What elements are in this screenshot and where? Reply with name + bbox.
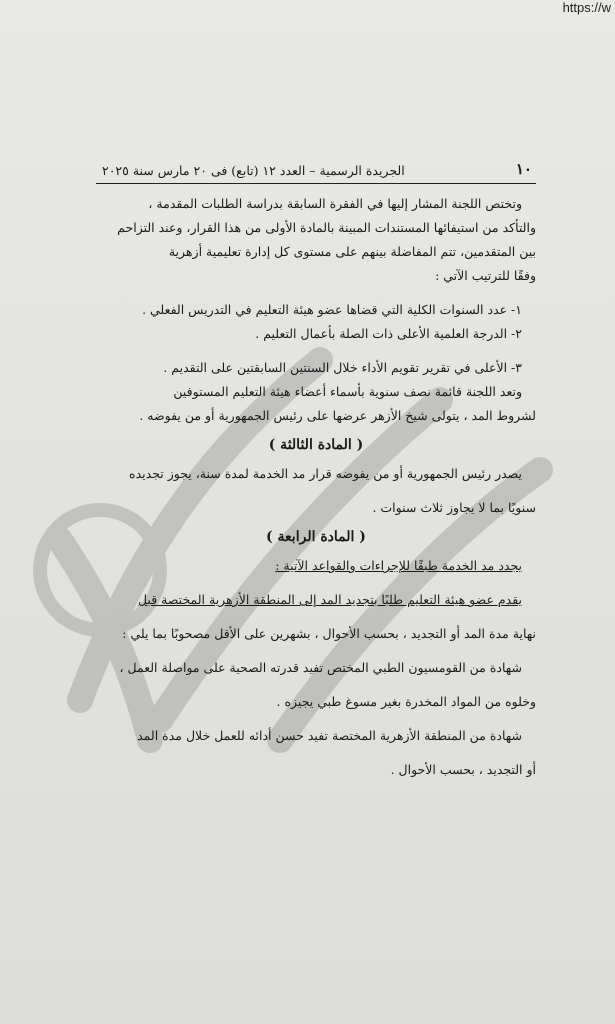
paragraph-line: يجدد مد الخدمة طبقًا للإجراءات والقواعد الآتية : — [275, 558, 522, 573]
article-3-title: ( المادة الثالثة ) — [268, 437, 364, 453]
paragraph-line: وتعد اللجنة قائمة نصف سنوية بأسماء أعضاء هيئة التعليم المستوفين — [173, 384, 522, 399]
document-body — [96, 160, 536, 782]
page-number: ١٠ — [515, 160, 532, 178]
list-item: ٣- الأعلى في تقرير تقويم الأداء خلال السنتين السابقتين على التقديم . — [163, 360, 522, 375]
paragraph-line: شهادة من المنطقة الأزهرية المختصة تفيد حسن أدائه للعمل خلال مدة المد — [137, 728, 522, 743]
paragraph-line: أو التجديد ، بحسب الأحوال . — [390, 762, 536, 777]
article-4-title: ( المادة الرابعة ) — [266, 529, 366, 545]
paragraph-line: نهاية مدة المد أو التجديد ، بحسب الأحوال ، بشهرين على الأقل مصحوبًا بما يلي : — [122, 626, 536, 641]
paragraph-line: والتأكد من استيفائها المستندات المبينة بالمادة الأولى من هذا القرار، وعند التزاحم — [117, 220, 536, 235]
paragraph-line: يقدم عضو هيئة التعليم طلبًا بتجديد المد إلى المنطقة الأزهرية المختصة قبل — [137, 592, 522, 607]
paragraph-line: بين المتقدمين، تتم المفاضلة بينهم على مستوى كل إدارة تعليمية أزهرية — [168, 244, 536, 259]
paragraph-line: شهادة من القومسيون الطبي المختص تفيد قدرته الصحية على مواصلة العمل ، — [119, 660, 522, 675]
list-item: ٢- الدرجة العلمية الأعلى ذات الصلة بأعمال التعليم . — [255, 326, 522, 341]
paragraph-line: يصدر رئيس الجمهورية أو من يفوضه قرار مد الخدمة لمدة سنة، يجوز تجديده — [129, 466, 522, 481]
paragraph-line: وخلوه من المواد المخدرة بغير مسوغ طبي يجيزه . — [276, 694, 536, 709]
page-header — [96, 160, 536, 181]
header-title: الجريدة الرسمية – العدد ١٢ (تابع) فى ٢٠ مارس سنة ٢٠٢٥ — [102, 163, 405, 178]
paragraph-line: وفقًا للترتيب الآتي : — [435, 268, 536, 283]
header-rule — [96, 183, 536, 184]
paragraph-line: وتختص اللجنة المشار إليها في الفقرة السابقة بدراسة الطلبات المقدمة ، — [148, 196, 522, 211]
url-fragment: https://w — [562, 0, 611, 15]
paragraph-line: سنويًا بما لا يجاوز ثلاث سنوات . — [372, 500, 536, 515]
list-item: ١- عدد السنوات الكلية التي قضاها عضو هيئة التعليم في التدريس الفعلي . — [142, 302, 522, 317]
paragraph-line: لشروط المد ، يتولى شيخ الأزهر عرضها على رئيس الجمهورية أو من يفوضه . — [139, 408, 536, 423]
